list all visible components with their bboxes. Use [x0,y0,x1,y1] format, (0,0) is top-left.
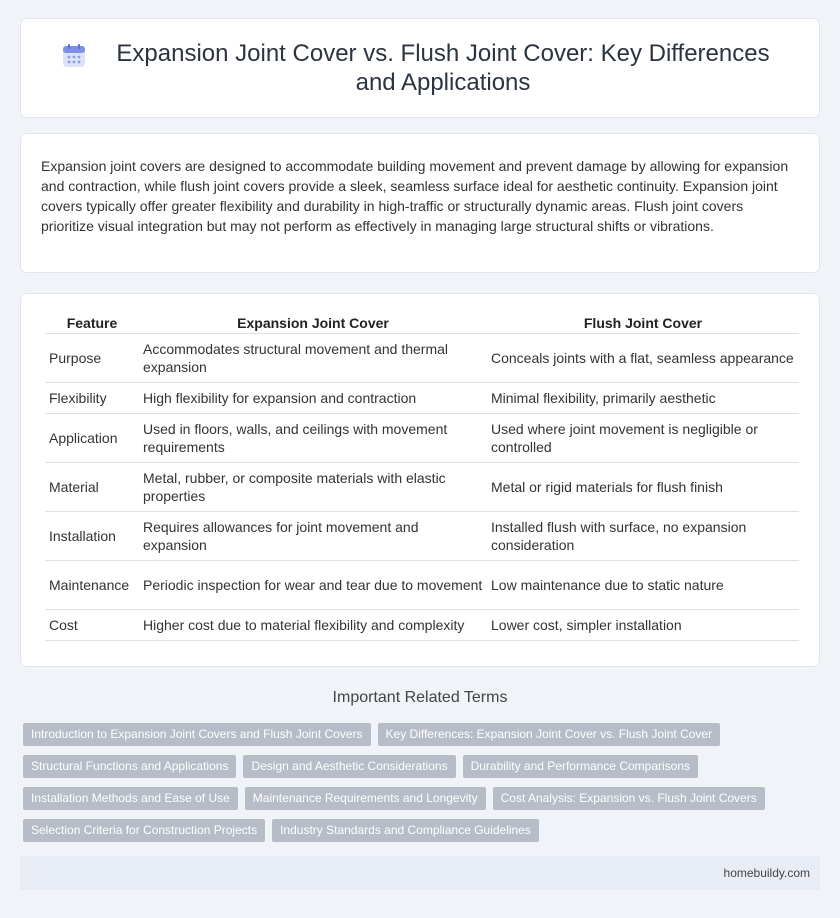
table-row [45,560,799,609]
related-term-tag[interactable]: Installation Methods and Ease of Use [23,787,238,810]
expansion-cell: Used in floors, walls, and ceilings with movement requirements [139,413,487,462]
footer-site-link[interactable]: homebuildy.com [723,866,810,880]
flush-cell: Low maintenance due to static nature [487,560,799,609]
feature-cell: Material [45,462,139,511]
expansion-cell: Requires allowances for joint movement and expansion [139,511,487,560]
header-flush: Flush Joint Cover [487,304,799,333]
calendar-icon [61,43,87,69]
page-title: Expansion Joint Cover vs. Flush Joint Cover: Key Differences and Applications [116,40,770,96]
footer [20,856,820,890]
table-row [45,413,799,462]
related-term-tag[interactable]: Structural Functions and Applications [23,755,236,778]
flush-cell: Minimal flexibility, primarily aesthetic [487,382,799,413]
flush-cell: Conceals joints with a flat, seamless appearance [487,333,799,382]
comparison-table [45,304,799,641]
feature-cell: Maintenance [45,560,139,609]
table-row [45,609,799,640]
expansion-cell: Periodic inspection for wear and tear due to movement [139,560,487,609]
flush-cell: Metal or rigid materials for flush finish [487,462,799,511]
table-row [45,462,799,511]
intro-card [20,133,820,273]
table-row [45,511,799,560]
feature-cell: Application [45,413,139,462]
related-term-tag[interactable]: Introduction to Expansion Joint Covers and Flush Joint Covers [23,723,371,746]
related-term-tag[interactable]: Selection Criteria for Construction Projects [23,819,265,842]
flush-cell: Installed flush with surface, no expansion consideration [487,511,799,560]
header-expansion: Expansion Joint Cover [139,304,487,333]
expansion-cell: High flexibility for expansion and contraction [139,382,487,413]
flush-cell: Used where joint movement is negligible or controlled [487,413,799,462]
expansion-cell: Metal, rubber, or composite materials with elastic properties [139,462,487,511]
related-term-tag[interactable]: Key Differences: Expansion Joint Cover vs. Flush Joint Cover [378,723,721,746]
flush-cell: Lower cost, simpler installation [487,609,799,640]
header-card [20,18,820,118]
related-term-tag[interactable]: Maintenance Requirements and Longevity [245,787,486,810]
related-term-tag[interactable]: Design and Aesthetic Considerations [243,755,455,778]
header-feature: Feature [45,304,139,333]
feature-cell: Cost [45,609,139,640]
related-terms-list [23,723,820,842]
feature-cell: Purpose [45,333,139,382]
feature-cell: Flexibility [45,382,139,413]
title-wrap [61,39,779,97]
related-terms-title: Important Related Terms [332,689,508,706]
table-row [45,333,799,382]
comparison-card [20,293,820,667]
related-term-tag[interactable]: Durability and Performance Comparisons [463,755,698,778]
intro-text: Expansion joint covers are designed to accommodate building movement and prevent damage by allowing for expansion and contraction, while flush joint covers provide a sleek, seamless surface ideal for aesthetic continuity. Expansion joint covers typically offer greater flexibility and durability in high-traffic or structurally dynamic areas. Flush joint covers prioritize visual integration but may not perform as effectively in managing large structural shifts or vibrations. [41,158,789,234]
expansion-cell: Accommodates structural movement and thermal expansion [139,333,487,382]
expansion-cell: Higher cost due to material flexibility and complexity [139,609,487,640]
related-term-tag[interactable]: Cost Analysis: Expansion vs. Flush Joint Covers [493,787,765,810]
related-term-tag[interactable]: Industry Standards and Compliance Guidelines [272,819,539,842]
table-header-row [45,304,799,333]
table-row [45,382,799,413]
feature-cell: Installation [45,511,139,560]
